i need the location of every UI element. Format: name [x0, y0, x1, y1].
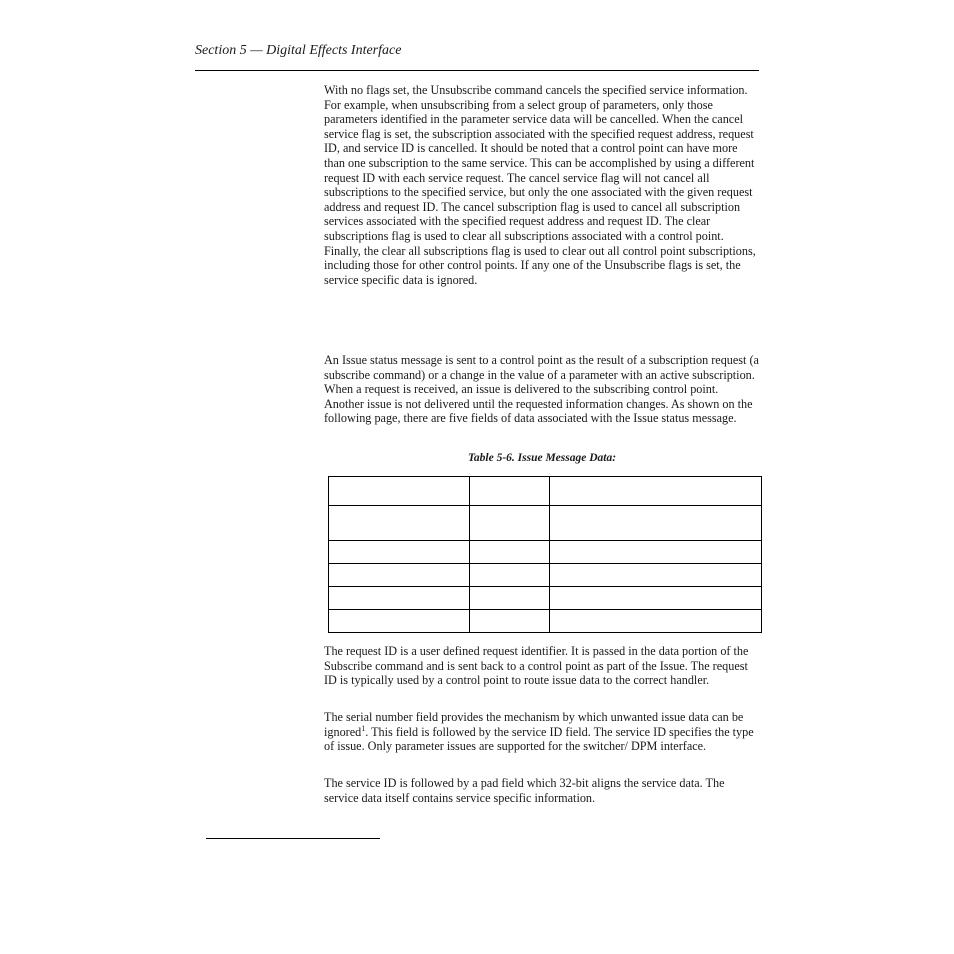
paragraph-serial-number [324, 710, 760, 754]
table-cell [329, 587, 470, 610]
table-cell [550, 564, 762, 587]
table-cell [550, 506, 762, 541]
section-header: Section 5 — Digital Effects Interface [195, 43, 402, 58]
table-cell [329, 564, 470, 587]
paragraph-service-id: The service ID is followed by a pad field which 32-bit aligns the service data. The service data itself contains service specific information. [324, 776, 725, 805]
table-row [329, 541, 762, 564]
table-header-row [329, 477, 762, 506]
paragraph-serial-number-text: The serial number field provides the mechanism by which unwanted issue data can be ignored [324, 710, 744, 739]
paragraph-issue-status: An Issue status message is sent to a control point as the result of a subscription request (a subscribe command) or a change in the value of a parameter with an active subscription. When a request is received, an issue is delivered to the subscribing control point. Another issue is not delivered until the requested information changes. As shown on the following page, there are five fields of data associated with the Issue status message. [324, 353, 759, 426]
paragraph-request-id: The request ID is a user defined request identifier. It is passed in the data portion of the Subscribe command and is sent back to a control point as part of the Issue. The request ID is typically used by a control point to route issue data to the correct handler. [324, 644, 749, 688]
paragraph-serial-number-text-cont: . This field is followed by the service ID field. The service ID specifies the type of issue. Only parameter issues are supported for the switcher/ DPM interface. [324, 724, 754, 754]
table-row [329, 610, 762, 633]
table-row [329, 587, 762, 610]
header-rule [195, 70, 759, 71]
table-cell [470, 541, 550, 564]
footnote-rule [206, 838, 380, 839]
table-cell [550, 587, 762, 610]
paragraph-unsubscribe-flags: With no flags set, the Unsubscribe command cancels the specified service information. For example, when unsubscribing from a select group of parameters, only those parameters identified in the parameter service data will be cancelled. When the cancel service flag is set, the subscription associated with the specified request address, request ID, and service ID is cancelled. It should be noted that a control point can have more than one subscription to the same service. This can be accomplished by using a different request ID with each service request. The cancel service flag will not cancel all subscriptions to the specified service, but only the one associated with the given request address and request ID. The cancel subscription flag is used to cancel all subscription services associated with the specified request address and request ID. The clear subscriptions flag is used to clear all subscriptions associated with a control point. Finally, the clear all subscriptions flag is used to clear out all control point subscriptions, including those for other control points. If any one of the Unsubscribe flags is set, the service specific data is ignored. [324, 83, 756, 287]
table-cell [550, 610, 762, 633]
issue-message-data-table [328, 476, 762, 633]
table-cell [470, 587, 550, 610]
table-cell [550, 477, 762, 506]
table-caption: Table 5-6. Issue Message Data: [467, 452, 617, 464]
table-cell [329, 477, 470, 506]
table-cell [329, 506, 470, 541]
table-cell [470, 610, 550, 633]
table-cell [329, 541, 470, 564]
table-cell [550, 541, 762, 564]
table-cell [470, 477, 550, 506]
footnote-reference: 1 [361, 723, 366, 733]
table-cell [329, 610, 470, 633]
table-row [329, 506, 762, 541]
table-cell [470, 506, 550, 541]
table-row [329, 564, 762, 587]
table-cell [470, 564, 550, 587]
